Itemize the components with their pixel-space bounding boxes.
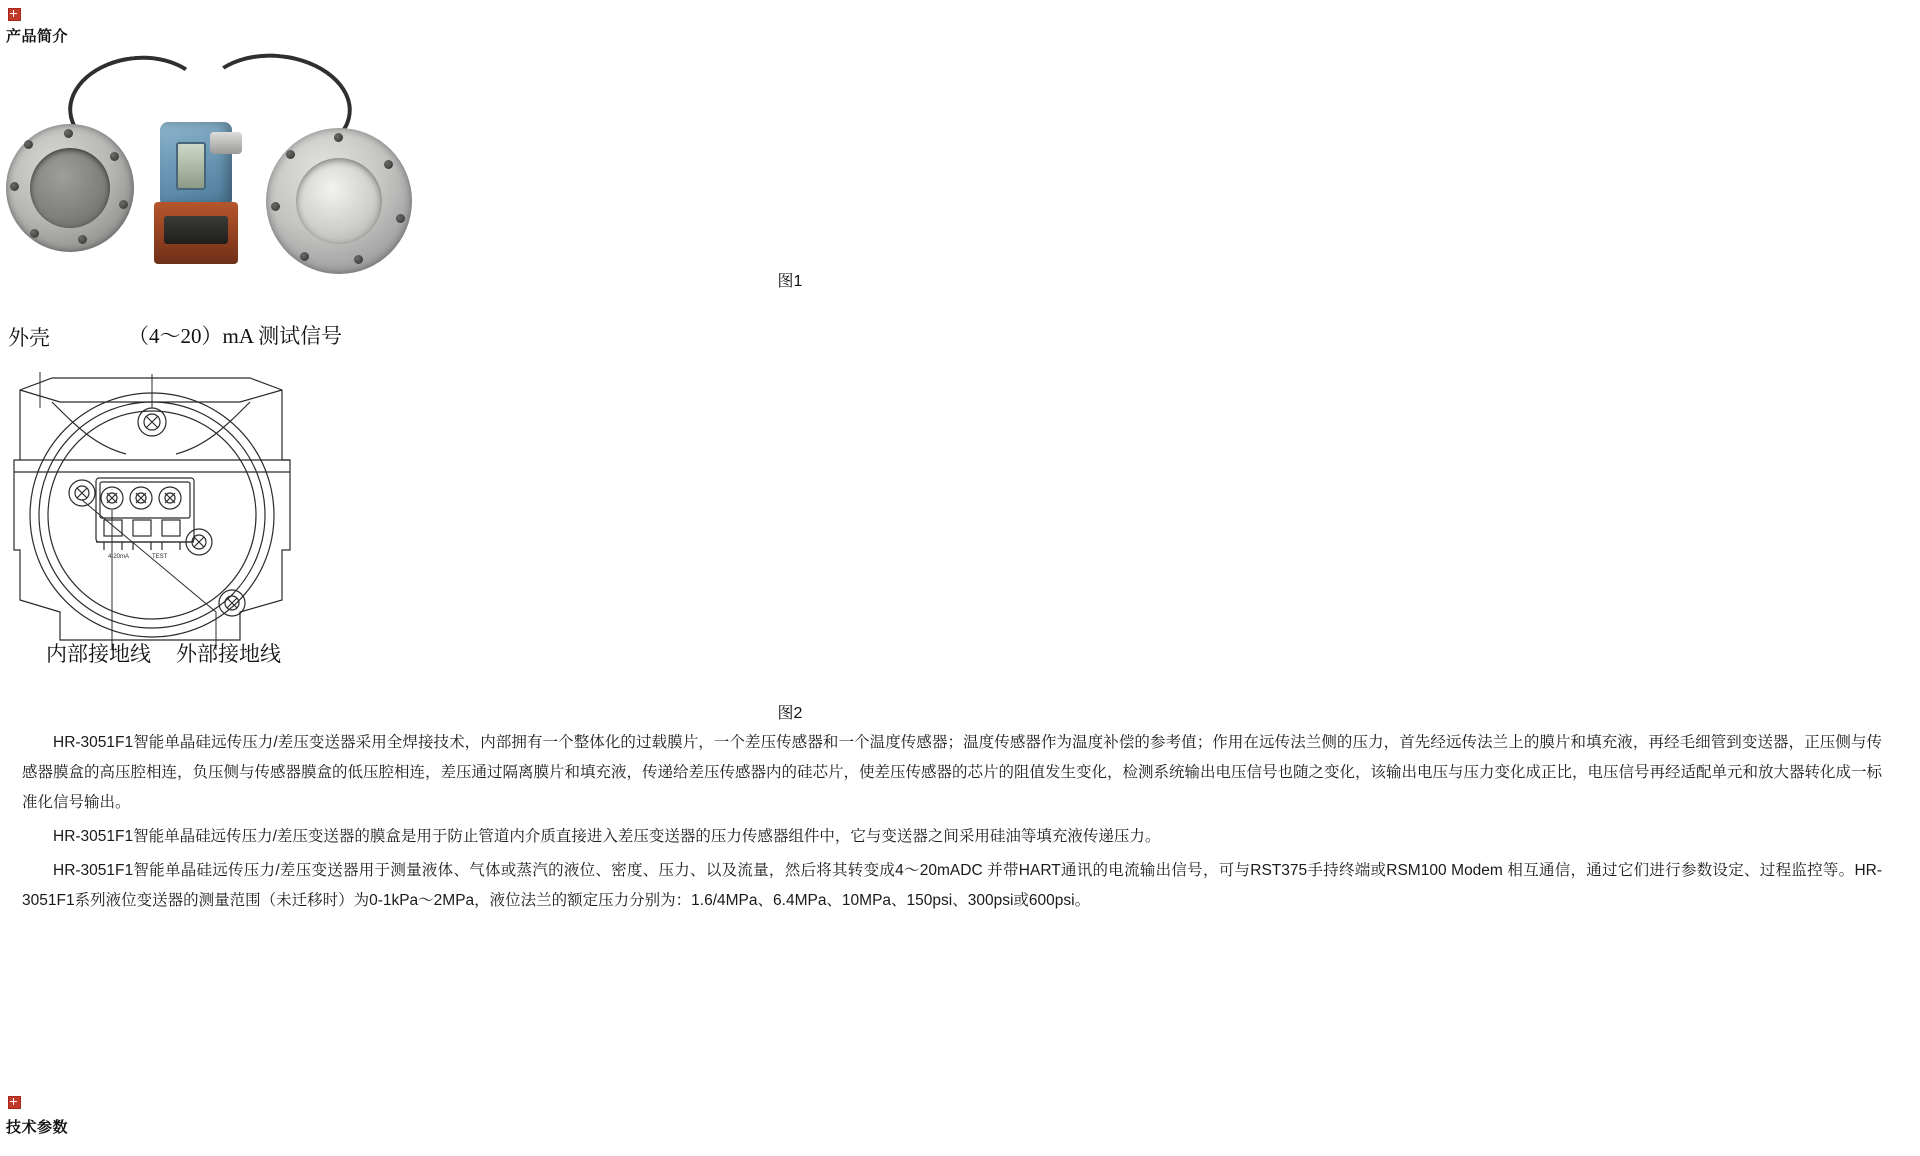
remote-flange-left (6, 124, 134, 252)
broken-image-icon (8, 8, 21, 21)
section-heading-tech-params: 技术参数 (6, 1119, 69, 1136)
terminal-label-test: TEST (152, 554, 168, 560)
transmitter-sensor-base (154, 202, 238, 264)
terminal-label-4-20ma: 4-20mA (108, 554, 130, 560)
callout-internal-ground: 内部接地线 (46, 642, 151, 666)
flange-bolt (384, 160, 393, 169)
callout-external-ground: 外部接地线 (176, 642, 281, 666)
paragraph-2: HR-3051F1智能单晶硅远传压力/差压变送器的膜盒是用于防止管道内介质直接进入差压变送器的压力传感器组件中，它与变送器之间采用硅油等填充液传递压力。 (53, 828, 1161, 845)
flange-bolt (354, 255, 363, 264)
transmitter-base-plate (164, 216, 228, 244)
transmitter-display-window (176, 142, 206, 190)
section-heading-product-intro: 产品简介 (6, 28, 69, 45)
transmitter-cable-gland (210, 132, 242, 154)
flange-bolt (10, 182, 19, 191)
figure-2-caption: 图2 (777, 705, 803, 722)
paragraph-1: HR-3051F1智能单晶硅远传压力/差压变送器采用全焊接技术，内部拥有一个整体化的过载膜片，一个差压传感器和一个温度传感器；温度传感器作为温度补偿的参考值；作用在远传法兰侧的压力，首先经远传法兰上的膜片和填充液，再经毛细管到变送器，正压侧与传感器膜盒的高压腔相连，负压侧与传感器膜盒的低压腔相连，差压通过隔离膜片和填充液，传递给差压传感器内的硅芯片，使差压传感器的芯片的阻值发生变化，检测系统输出电压信号也随之变化，该输出电压与压力变化成正比，电压信号再经适配单元和放大器转化成一标准化信号输出。 (22, 734, 1883, 811)
broken-image-marker-2 (8, 1096, 21, 1114)
figure-2-svg (0, 350, 470, 680)
body-paragraphs (22, 728, 1882, 920)
flange-bolt (78, 235, 87, 244)
broken-image-icon (8, 1096, 21, 1109)
flange-bolt (30, 229, 39, 238)
flange-bolt (24, 140, 33, 149)
callout-test-signal: （4～20）mA 测试信号 (128, 324, 343, 348)
paragraph-3: HR-3051F1智能单晶硅远传压力/差压变送器用于测量液体、气体或蒸汽的液位、密度、压力、以及流量，然后将其转变成4～20mADC 并带HART通讯的电流输出信号，可与RST375手持终端或RSM100 Modem 相互通信，通过它们进行参数设定、过程监控等。HR-3051F1系列液位变送器的测量范围（未迁移时）为0-1kPa～2MPa，液位法兰的额定压力分别为：1.6/4MPa、6.4MPa、10MPa、150psi、300psi或600psi。 (22, 862, 1882, 909)
flange-bolt (334, 133, 343, 142)
flange-bolt (286, 150, 295, 159)
figure-1-product-photo (4, 50, 424, 240)
figure-2-terminal-diagram (0, 350, 470, 680)
flange-bolt (119, 200, 128, 209)
broken-image-marker-1 (8, 8, 21, 26)
flange-bolt (300, 252, 309, 261)
figure-1-caption: 图1 (777, 273, 803, 290)
flange-bolt (396, 214, 405, 223)
flange-left-diaphragm (30, 148, 110, 228)
remote-flange-right (266, 128, 412, 274)
flange-right-diaphragm (296, 158, 382, 244)
flange-bolt (271, 202, 280, 211)
callout-housing: 外壳 (8, 326, 50, 350)
flange-bolt (110, 152, 119, 161)
flange-bolt (64, 129, 73, 138)
